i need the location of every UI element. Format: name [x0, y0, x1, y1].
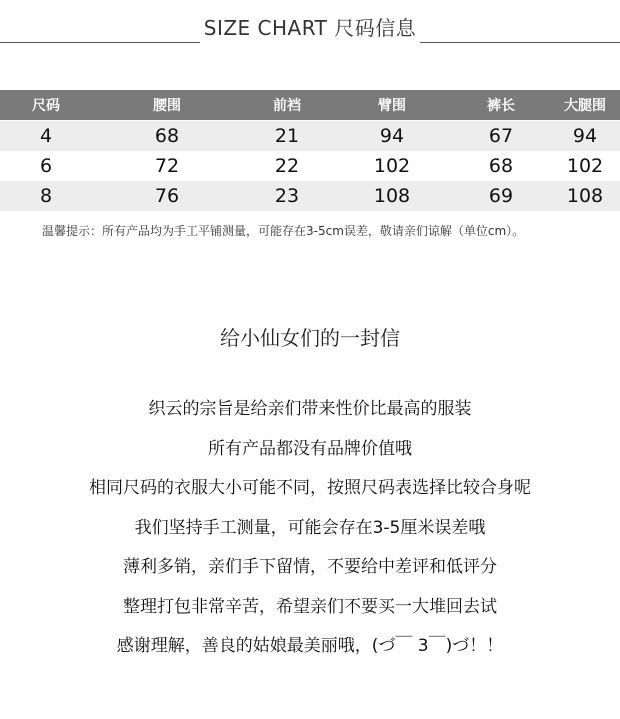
- column-header-thigh: 大腿围: [550, 90, 620, 120]
- table-cell: 68: [92, 121, 242, 151]
- table-cell: 23: [242, 181, 332, 211]
- table-cell: 102: [566, 155, 604, 177]
- table-row: [0, 181, 620, 211]
- letter-title: 给小仙女们的一封信: [220, 326, 400, 350]
- title-divider-right: [420, 42, 620, 43]
- table-cell: 108: [332, 181, 452, 211]
- letter-line: 所有产品都没有品牌价值哦: [208, 438, 412, 459]
- table-cell: 68: [488, 155, 514, 177]
- column-header-front-rise: 前裆: [242, 90, 332, 120]
- table-row: [0, 121, 620, 151]
- table-cell: 94: [550, 121, 620, 151]
- table-cell: 22: [274, 155, 300, 177]
- table-row: [0, 151, 620, 181]
- table-cell: 72: [154, 155, 180, 177]
- letter-line: 织云的宗旨是给亲们带来性价比最高的服装: [148, 399, 472, 419]
- column-header-size: 尺码: [0, 90, 92, 120]
- table-cell: 6: [39, 155, 53, 177]
- letter-line: 感谢理解，善良的姑娘最美丽哦，(づ￣ 3￣)づ！！: [116, 636, 504, 656]
- page-title: SIZE CHART 尺码信息: [203, 16, 417, 40]
- size-chart-table: [0, 90, 620, 211]
- column-header-waist: 腰围: [92, 90, 242, 120]
- table-cell: 69: [452, 181, 550, 211]
- table-cell: 21: [242, 121, 332, 151]
- table-cell: 76: [92, 181, 242, 211]
- column-header-hip: 臂围: [332, 90, 452, 120]
- letter-line: 我们坚持手工测量，可能会存在3-5厘米误差哦: [134, 517, 486, 538]
- table-header-row: [0, 90, 620, 120]
- letter-line: 薄利多销，亲们手下留情，不要给中差评和低评分: [123, 557, 497, 577]
- letter-line: 相同尺码的衣服大小可能不同，按照尺码表选择比较合身呢: [89, 478, 531, 498]
- column-header-length: 裤长: [452, 90, 550, 120]
- table-cell: 108: [550, 181, 620, 211]
- table-cell: 94: [332, 121, 452, 151]
- letter-line: 整理打包非常辛苦，希望亲们不要买一大堆回去试: [123, 596, 497, 617]
- title-divider-left: [0, 42, 200, 43]
- table-cell: 67: [452, 121, 550, 151]
- table-cell: 102: [373, 155, 411, 177]
- letter-body: [0, 390, 620, 667]
- measurement-note: 温馨提示：所有产品均为手工平铺测量，可能存在3-5cm误差，敬请亲们谅解（单位cm）。: [42, 224, 525, 238]
- table-cell: 4: [0, 121, 92, 151]
- table-cell: 8: [0, 181, 92, 211]
